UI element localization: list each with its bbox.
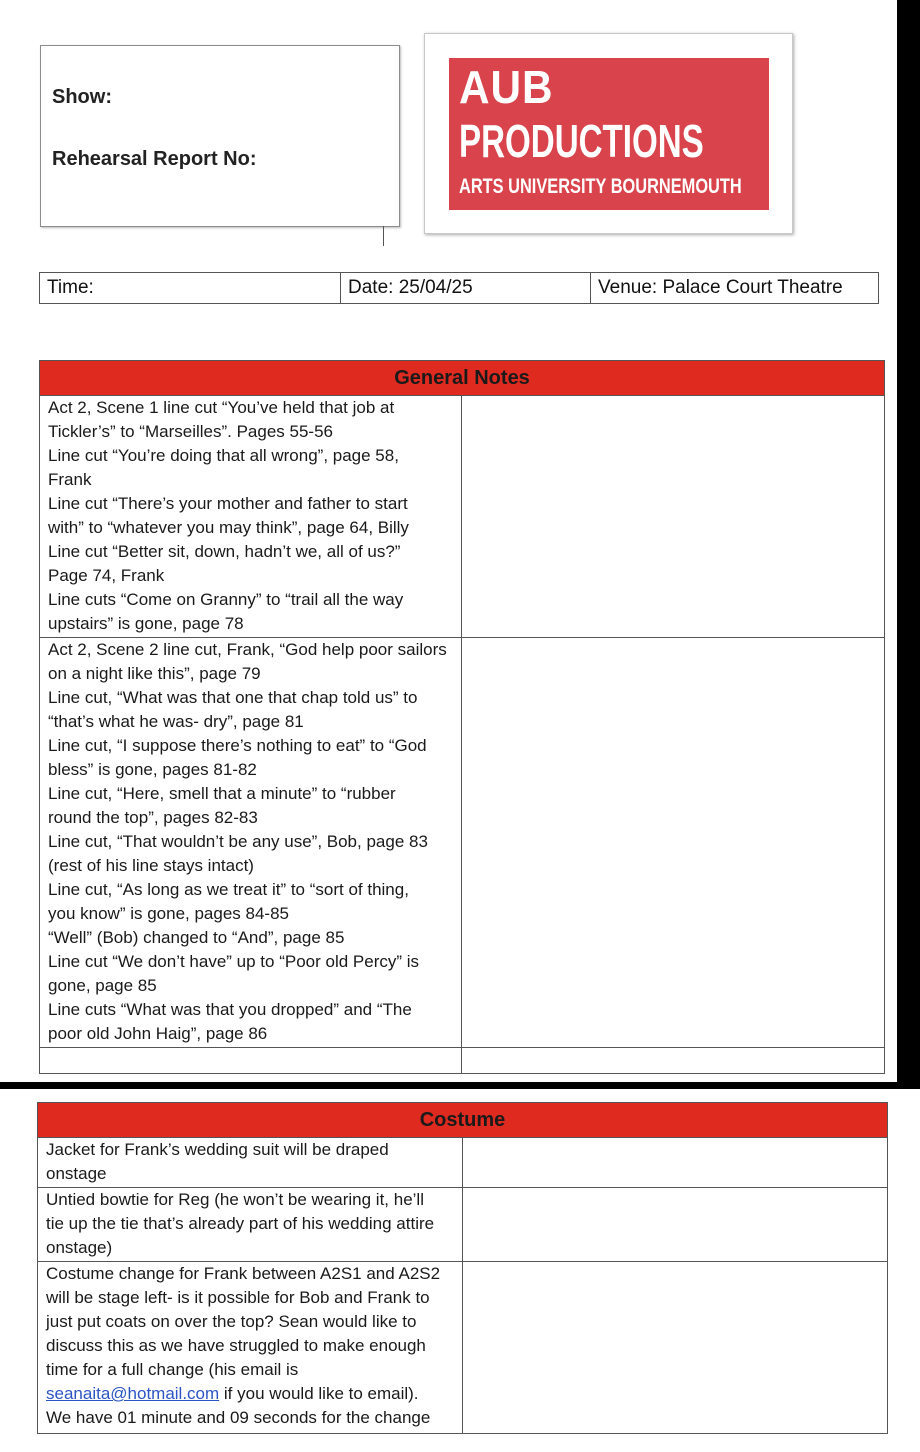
general-notes-heading: General Notes <box>40 361 885 396</box>
note-line: Line cuts “Come on Granny” to “trail all the way <box>48 590 404 609</box>
general-notes-cell-2 <box>40 638 462 1048</box>
divider <box>383 226 384 246</box>
note-line: upstairs” is gone, page 78 <box>48 614 244 633</box>
note-line: Act 2, Scene 2 line cut, Frank, “God help poor sailors <box>48 640 447 659</box>
report-page-bottom <box>0 1089 920 1452</box>
note-line: Tickler’s” to “Marseilles”. Pages 55-56 <box>48 422 333 441</box>
general-notes-empty-cell <box>462 396 885 638</box>
costume-heading: Costume <box>38 1103 888 1138</box>
costume-empty-cell <box>463 1138 888 1188</box>
note-line: discuss this as we have struggled to make enough <box>46 1336 426 1355</box>
note-line: gone, page 85 <box>48 976 157 995</box>
note-line: round the top”, pages 82-83 <box>48 808 258 827</box>
note-line: Line cut “Better sit, down, hadn’t we, all of us?” <box>48 542 401 561</box>
date-cell: Date: 25/04/25 <box>341 273 591 303</box>
costume-empty-cell <box>463 1262 888 1434</box>
note-line: onstage <box>46 1164 107 1183</box>
logo-frame <box>424 33 793 234</box>
costume-table <box>37 1102 888 1434</box>
note-line: Untied bowtie for Reg (he won’t be wearing it, he’ll <box>46 1190 424 1209</box>
costume-cell-1 <box>38 1138 463 1188</box>
note-line: Line cut “You’re doing that all wrong”, page 58, <box>48 446 399 465</box>
note-line: We have 01 minute and 09 seconds for the change <box>46 1408 431 1427</box>
note-line: “Well” (Bob) changed to “And”, page 85 <box>48 928 345 947</box>
note-line: onstage) <box>46 1238 113 1257</box>
general-notes-blank-cell <box>462 1048 885 1074</box>
show-info-box <box>40 45 400 227</box>
costume-empty-cell <box>463 1188 888 1262</box>
note-line: just put coats on over the top? Sean would like to <box>46 1312 417 1331</box>
general-notes-table <box>39 360 885 1074</box>
email-link[interactable]: seanaita@hotmail.com <box>46 1384 220 1403</box>
general-notes-cell-1 <box>40 396 462 638</box>
logo-university-text: ARTS UNIVERSITY BOURNEMOUTH <box>459 175 742 198</box>
general-notes-empty-cell <box>462 638 885 1048</box>
note-line: will be stage left- is it possible for Bob and Frank to <box>46 1288 430 1307</box>
note-line: Line cut, “Here, smell that a minute” to “rubber <box>48 784 396 803</box>
note-line: “that’s what he was- dry”, page 81 <box>48 712 304 731</box>
note-line: Costume change for Frank between A2S1 and A2S2 <box>46 1264 441 1283</box>
note-line: bless” is gone, pages 81-82 <box>48 760 257 779</box>
time-cell: Time: <box>40 273 341 303</box>
note-line: Jacket for Frank’s wedding suit will be draped <box>46 1140 389 1159</box>
logo-aub-text: AUB <box>459 61 554 113</box>
email-line <box>46 1382 462 1406</box>
note-line: Page 74, Frank <box>48 566 165 585</box>
note-line: Line cut “We don’t have” up to “Poor old Percy” is <box>48 952 420 971</box>
note-line: poor old John Haig”, page 86 <box>48 1024 268 1043</box>
note-line: Line cuts “What was that you dropped” and “The <box>48 1000 412 1019</box>
email-line-suffix: if you would like to email). <box>219 1384 419 1403</box>
note-line: on a night like this”, page 79 <box>48 664 261 683</box>
note-line: Line cut, “That wouldn’t be any use”, Bob, page 83 <box>48 832 428 851</box>
time-date-venue-row <box>39 272 879 304</box>
note-line: Line cut “There’s your mother and father to start <box>48 494 408 513</box>
logo-productions-text: PRODUCTIONS <box>459 115 704 167</box>
rehearsal-report-label: Rehearsal Report No: <box>52 148 257 170</box>
venue-cell: Venue: Palace Court Theatre <box>598 277 843 298</box>
note-line: time for a full change (his email is <box>46 1360 299 1379</box>
aub-productions-logo <box>449 58 769 210</box>
note-line: with” to “whatever you may think”, page 64, Billy <box>48 518 409 537</box>
note-line: Frank <box>48 470 92 489</box>
note-line: Line cut, “As long as we treat it” to “sort of thing, <box>48 880 409 899</box>
note-line: you know” is gone, pages 84-85 <box>48 904 289 923</box>
general-notes-blank-cell <box>40 1048 462 1074</box>
note-line: Line cut, “What was that one that chap told us” to <box>48 688 418 707</box>
costume-cell-2 <box>38 1188 463 1262</box>
show-label: Show: <box>52 86 112 108</box>
note-line: Act 2, Scene 1 line cut “You’ve held that job at <box>48 398 395 417</box>
costume-cell-3 <box>38 1262 463 1434</box>
note-line: Line cut, “I suppose there’s nothing to eat” to “God <box>48 736 427 755</box>
note-line: (rest of his line stays intact) <box>48 856 254 875</box>
note-line: tie up the tie that’s already part of his wedding attire <box>46 1214 435 1233</box>
